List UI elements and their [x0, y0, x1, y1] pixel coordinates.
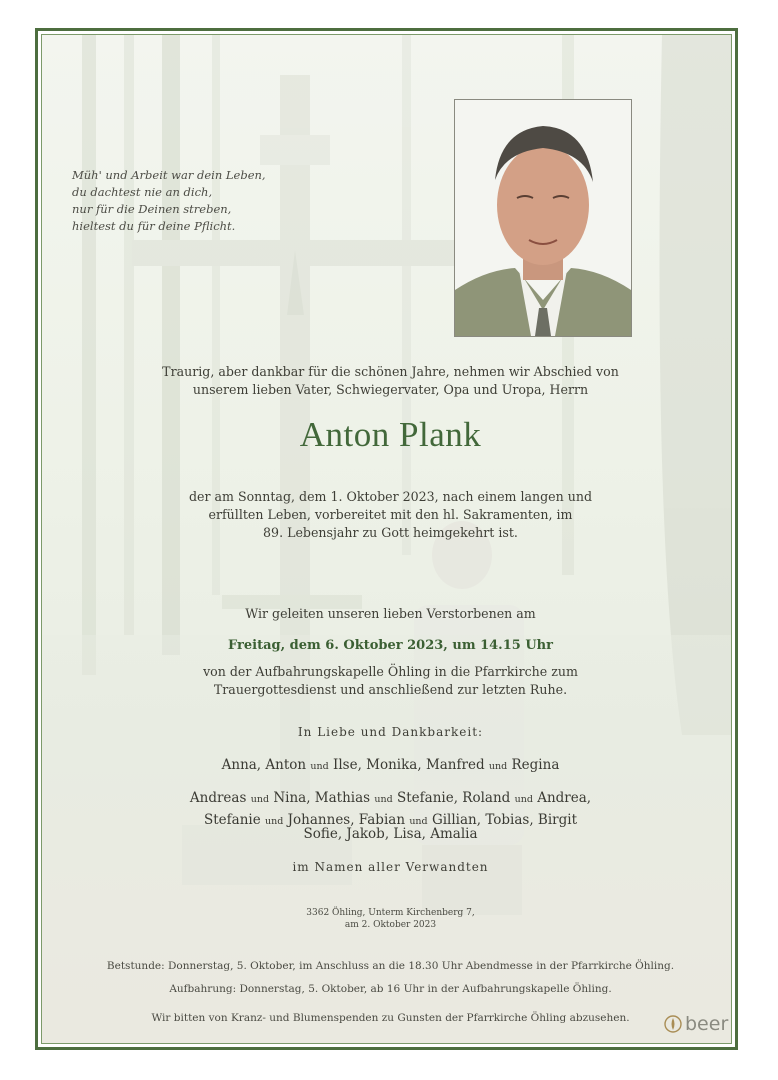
mourner-names: Anna, Anton [221, 757, 307, 773]
funeral-escort-text: Wir geleiten unseren lieben Verstorbenen am [245, 606, 536, 621]
portrait-image [455, 100, 631, 336]
poem-line: hieltest du für deine Pflicht. [72, 219, 236, 233]
poem-line: du dachtest nie an dich, [72, 185, 213, 199]
mourner-names: Regina [511, 757, 560, 773]
flower-logo-icon [664, 1015, 682, 1033]
relatives-text: im Namen aller Verwandten [292, 860, 489, 874]
memorial-poem [72, 167, 332, 235]
mourners-line [42, 755, 732, 777]
conjunction: und [310, 761, 329, 772]
passing-line: erfüllten Leben, vorbereitet mit den hl. Sakramenten, im [208, 507, 573, 522]
deceased-name: Anton Plank [299, 415, 482, 454]
poem-line: Müh' und Arbeit war dein Leben, [72, 168, 266, 182]
passing-line: der am Sonntag, dem 1. Oktober 2023, nach einem langen und [188, 489, 593, 504]
mourner-names: Ilse, Monika, Manfred [333, 757, 485, 773]
poem-line: nur für die Deinen streben, [72, 202, 232, 216]
intro-line: unserem lieben Vater, Schwiegervater, Opa und Uropa, Herrn [192, 382, 589, 397]
notice-card [41, 34, 732, 1044]
donation-request-text: Wir bitten von Kranz- und Blumenspenden zu Gunsten der Pfarrkirche Öhling abzusehen. [151, 1012, 630, 1024]
mourner-names: Gillian, Tobias, Birgit [431, 812, 577, 828]
conjunction: und [374, 794, 393, 805]
conjunction: und [265, 816, 284, 827]
conjunction: und [514, 794, 533, 805]
address-block [42, 907, 732, 931]
intro-text [42, 363, 732, 399]
laying-out-text: Aufbahrung: Donnerstag, 5. Oktober, ab 16 Uhr in der Aufbahrungskapelle Öhling. [169, 983, 612, 995]
conjunction: und [250, 794, 270, 805]
intro-line: Traurig, aber dankbar für die schönen Jahre, nehmen wir Abschied von [162, 364, 619, 379]
funeral-home-logo [664, 1011, 728, 1037]
conjunction: und [488, 761, 508, 772]
mourner-names: Nina, Mathias [273, 790, 371, 806]
address-date: am 2. Oktober 2023 [344, 920, 437, 930]
route-line: Trauergottesdienst und anschließend zur letzten Ruhe. [213, 682, 568, 697]
passing-text [42, 488, 732, 542]
mourner-names: Andrea, [537, 790, 592, 806]
mourner-names: Stefanie, Roland [397, 790, 511, 806]
funeral-date: Freitag, dem 6. Oktober 2023, um 14.15 Uhr [228, 638, 553, 653]
mourner-names: Stefanie [204, 812, 261, 828]
mourners-line: Sofie, Jakob, Lisa, Amalia [303, 826, 478, 842]
conjunction: und [409, 816, 428, 827]
funeral-route-text [42, 663, 732, 699]
passing-line: 89. Lebensjahr zu Gott heimgekehrt ist. [263, 525, 518, 540]
prayer-service-text: Betstunde: Donnerstag, 5. Oktober, im Anschluss an die 18.30 Uhr Abendmesse in der Pfarrkirche Öhling. [106, 960, 675, 972]
route-line: von der Aufbahrungskapelle Öhling in die Pfarrkirche zum [203, 664, 578, 679]
portrait-photo [454, 99, 632, 337]
mourners-heading: In Liebe und Dankbarkeit: [297, 725, 484, 739]
notice-frame [35, 28, 738, 1050]
mourner-names: Johannes, Fabian [287, 812, 406, 828]
mourner-names: Andreas [189, 790, 247, 806]
address-line: 3362 Öhling, Unterm Kirchenberg 7, [306, 908, 475, 918]
logo-text: beer [685, 1013, 729, 1035]
face [497, 145, 589, 265]
